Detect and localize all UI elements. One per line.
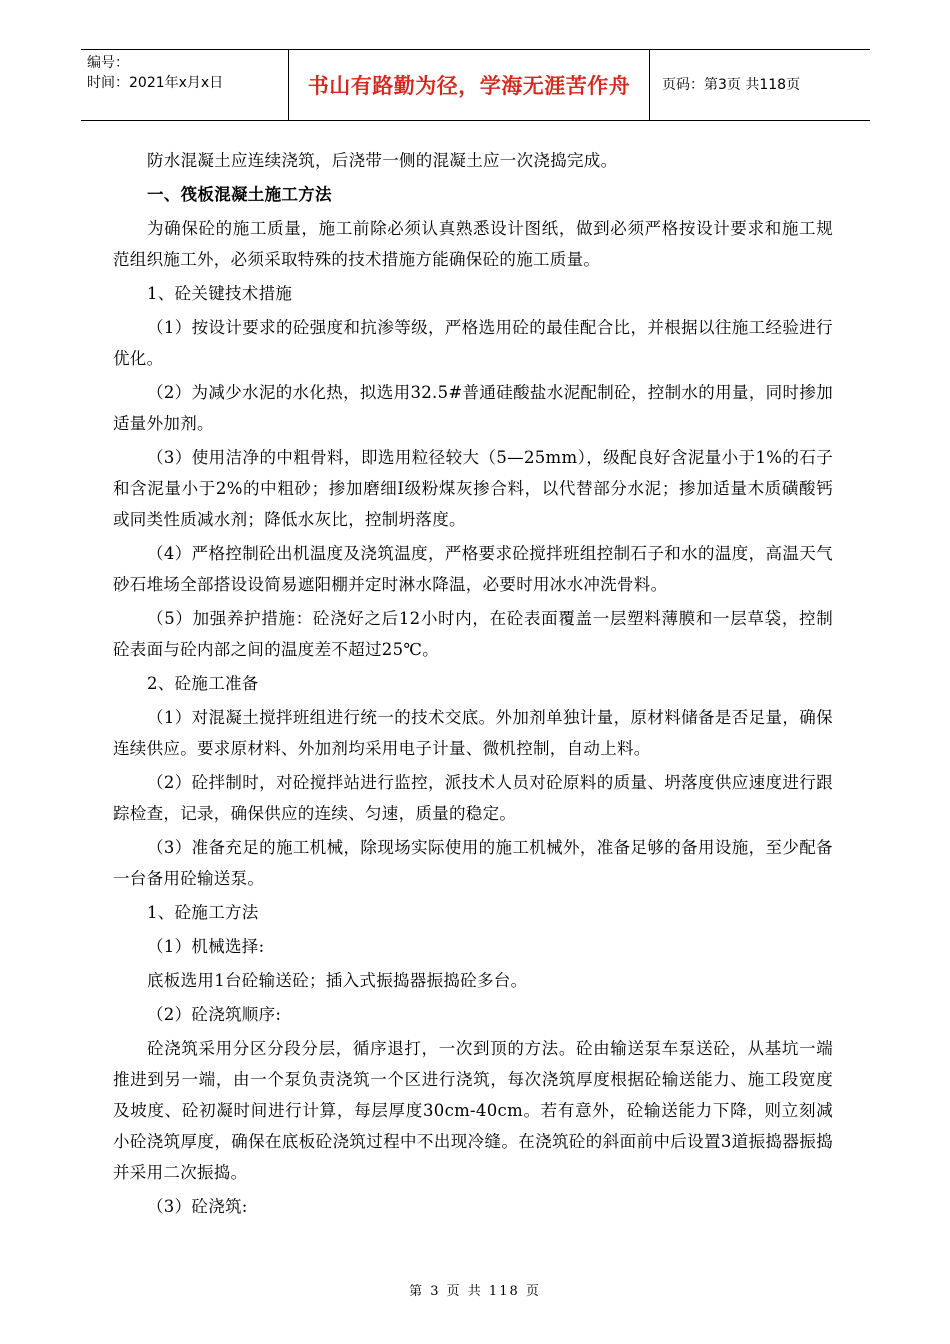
paragraph: （3）使用洁净的中粗骨料，即选用粒径较大（5—25mm），级配良好含泥量小于1%的石子和含泥量小于2%的中粗砂；掺加磨细Ⅰ级粉煤灰掺合料，以代替部分水泥；掺加适量木质磺酸钙或同类性质减水剂；降低水灰比，控制坍落度。 — [113, 448, 833, 529]
paragraph: （3）砼浇筑: — [147, 1197, 248, 1216]
paragraph: （2）砼浇筑顺序: — [147, 1005, 282, 1024]
paragraph: （1）对混凝土搅拌班组进行统一的技术交底。外加剂单独计量，原材料储备是否足量，确保连续供应。要求原材料、外加剂均采用电子计量、微机控制，自动上料。 — [113, 708, 833, 758]
paragraph: （3）准备充足的施工机械，除现场实际使用的施工机械外，准备足够的备用设施，至少配备一台备用砼输送泵。 — [113, 838, 833, 888]
paragraph: 防水混凝土应连续浇筑，后浇带一侧的混凝土应一次浇捣完成。 — [147, 151, 618, 170]
paragraph: （1）机械选择: — [147, 937, 265, 956]
page-info: 页码：第3页 共118页 — [662, 77, 801, 93]
header-meta-cell — [81, 50, 289, 120]
page-footer: 第 3 页 共 118 页 — [409, 1284, 541, 1299]
subheading: 1、砼关键技术措施 — [147, 284, 293, 303]
paragraph: （2）为减少水泥的水化热，拟选用32.5#普通硅酸盐水泥配制砼，控制水的用量，同时掺加适量外加剂。 — [113, 383, 833, 433]
document-code-label: 编号： — [87, 55, 129, 71]
paragraph: （1）按设计要求的砼强度和抗渗等级，严格选用砼的最佳配合比，并根据以往施工经验进行优化。 — [113, 318, 833, 368]
header-page-cell — [650, 50, 870, 120]
document-body — [113, 145, 833, 1225]
header-slogan-cell — [289, 50, 650, 120]
paragraph: （2）砼拌制时，对砼搅拌站进行监控，派技术人员对砼原料的质量、坍落度供应速度进行跟踪检查，记录，确保供应的连续、匀速，质量的稳定。 — [113, 773, 833, 823]
paragraph: （5）加强养护措施：砼浇好之后12小时内，在砼表面覆盖一层塑料薄膜和一层草袋，控制砼表面与砼内部之间的温度差不超过25℃。 — [113, 609, 833, 659]
paragraph: 底板选用1台砼输送砼；插入式振捣器振捣砼多台。 — [147, 971, 528, 990]
subheading: 1、砼施工方法 — [147, 903, 259, 922]
subheading: 2、砼施工准备 — [147, 674, 259, 693]
document-time-label: 时间：2021年x月x日 — [87, 75, 224, 91]
paragraph: 砼浇筑采用分区分段分层，循序退打，一次到顶的方法。砼由输送泵车泵送砼，从基坑一端推进到另一端，由一个泵负责浇筑一个区进行浇筑，每次浇筑厚度根据砼输送能力、施工段宽度及坡度、砼初凝时间进行计算，每层厚度30cm-40cm。若有意外，砼输送能力下降，则立刻减小砼浇筑厚度，确保在底板砼浇筑过程中不出现冷缝。在浇筑砼的斜面前中后设置3道振捣器振捣并采用二次振捣。 — [113, 1039, 833, 1182]
section-heading: 一、筏板混凝土施工方法 — [147, 185, 332, 204]
paragraph: （4）严格控制砼出机温度及浇筑温度，严格要求砼搅拌班组控制石子和水的温度，高温天气砂石堆场全部搭设设简易遮阳棚并定时淋水降温，必要时用冰水冲洗骨料。 — [113, 544, 833, 594]
paragraph: 为确保砼的施工质量，施工前除必须认真熟悉设计图纸，做到必须严格按设计要求和施工规范组织施工外，必须采取特殊的技术措施方能确保砼的施工质量。 — [113, 219, 833, 269]
page-header — [81, 49, 870, 121]
header-slogan: 书山有路勤为径，学海无涯苦作舟 — [307, 74, 631, 98]
